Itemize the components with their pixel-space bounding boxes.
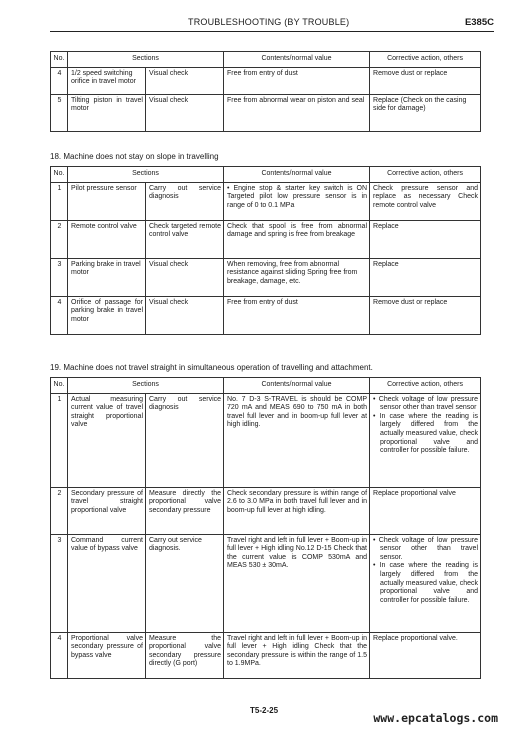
table-row: 1 Pilot pressure sensor Carry out service diagnosis • Engine stop & starter key switch is ON Targeted pilot low pressure sensor is in range of 0 to 0.1 MPa Check pressure sensor and replace as necessary Check remote control valve — [51, 182, 481, 220]
model-code: E385C — [464, 17, 494, 28]
col-action: Corrective action, others — [370, 52, 481, 68]
col-action: Corrective action, others — [370, 378, 481, 394]
col-contents: Contents/normal value — [224, 52, 370, 68]
table-section-19 — [50, 377, 481, 679]
section-18-heading: 18. Machine does not stay on slope in travelling — [50, 152, 219, 161]
section-19-heading: 19. Machine does not travel straight in simultaneous operation of travelling and attachment. — [50, 363, 373, 372]
table-row: 2 Remote control valve Check targeted remote control valve Check that spool is free from abnormal damage and spring is free from breakage Replace — [51, 220, 481, 258]
watermark-url: www.epcatalogs.com — [373, 711, 498, 725]
col-sections: Sections — [68, 378, 224, 394]
table-row: 4 Orifice of passage for parking brake in travel motor Visual check Free from entry of dust Remove dust or replace — [51, 296, 481, 334]
col-no: No. — [51, 167, 68, 183]
page-header — [0, 17, 516, 31]
page-title: TROUBLESHOOTING (BY TROUBLE) — [188, 17, 350, 27]
page-number: T5-2-25 — [250, 706, 279, 715]
col-sections: Sections — [68, 52, 224, 68]
col-sections: Sections — [68, 167, 224, 183]
table-row: 4 Proportional valve secondary pressure of bypass valve Measure the proportional valve secondary pressure directly (G port) Travel right and left in full lever + Boom-up in full lever + High idling Check that the secondary pressure is within the range of 1.5 to 1.9MPa. Replace proportional valve. — [51, 632, 481, 678]
table-section-18 — [50, 166, 481, 335]
table-row: 4 1/2 speed switching orifice in travel motor Visual check Free from entry of dust Remove dust or replace — [51, 67, 481, 94]
action-list: • Check voltage of low pressure sensor other than travel sensor • In case where the reading is largely differed from the actually measured value, check proportional valve and controller for possible failure. — [373, 395, 479, 455]
action-list: • Check voltage of low pressure sensor other than travel sensor. • In case where the reading is largely differed from the actually measured value, check proportional valve and controller for possible failure. — [373, 536, 479, 604]
table-row: 5 Tilting piston in travel motor Visual check Free from abnormal wear on piston and seal Replace (Check on the casing side for damage) — [51, 94, 481, 131]
table-row: 3 Parking brake in travel motor Visual check When removing, free from abnormal resistance against sliding Spring free from breakage, damage, etc. Replace — [51, 258, 481, 296]
table-row: 3 Command current value of bypass valve Carry out service diagnosis. Travel right and left in full lever + Boom-up in full lever + High idling No.12 D-15 Check that the current value is COMP 530mA and MEAS 530 ± 30mA. • Check voltage of low pressure sensor other than travel sensor. • In case where the reading is largely differed from the actually measured value, check proportional valve and controller for possible failure. — [51, 534, 481, 632]
table-continued — [50, 51, 481, 132]
col-no: No. — [51, 378, 68, 394]
table-row: 1 Actual measuring current value of travel straight proportional valve Carry out service diagnosis No. 7 D-3 S-TRAVEL is should be COMP 720 mA and MEAS 690 to 750 mA in both travel full lever and in boom-up full lever at high idling. • Check voltage of low pressure sensor other than travel sensor • In case where the reading is largely differed from the actually measured value, check proportional valve and controller for possible failure. — [51, 393, 481, 487]
col-contents: Contents/normal value — [224, 378, 370, 394]
col-action: Corrective action, others — [370, 167, 481, 183]
table-row: 2 Secondary pressure of travel straight proportional valve Measure directly the proportional valve secondary pressure Check secondary pressure is within range of 2.6 to 3.0 MPa in both travel full lever and in boom-up full lever at high idling. Replace proportional valve — [51, 487, 481, 534]
col-contents: Contents/normal value — [224, 167, 370, 183]
col-no: No. — [51, 52, 68, 68]
header-rule — [50, 31, 494, 32]
